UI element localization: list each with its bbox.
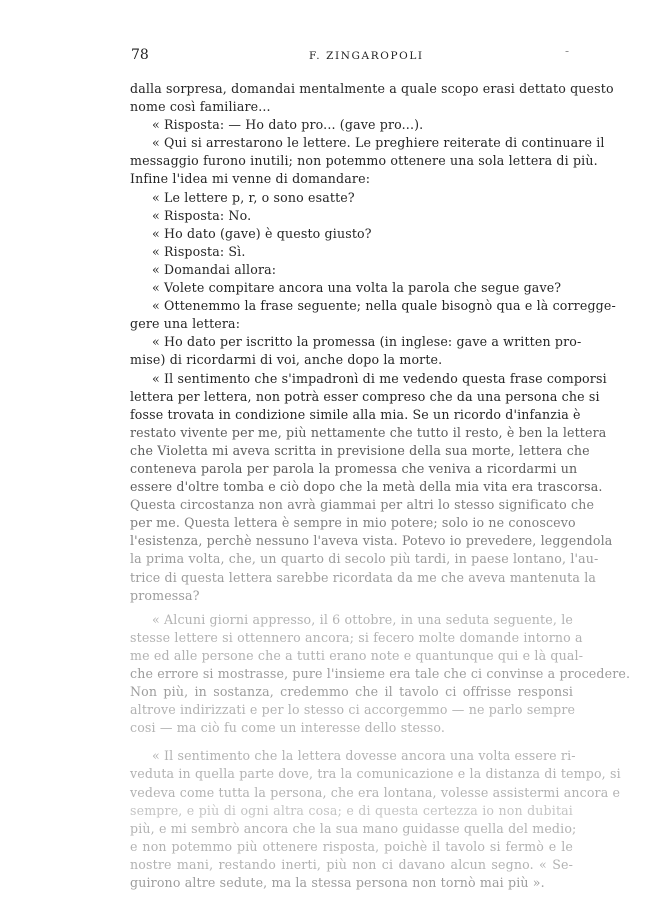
text-line: « Qui si arrestarono le lettere. Le preghiere reiterate di continuare il [152, 135, 605, 151]
text-line: e non potemmo più ottenere risposta, poichè il tavolo si fermò e le [130, 838, 573, 854]
text-line: « Domandai allora: [152, 261, 277, 277]
text-line: « Volete compitare ancora una volta la parola che segue gave? [152, 280, 562, 296]
running-head: F. ZINGAROPOLI [309, 50, 424, 62]
text-line: Questa circostanza non avrà giammai per altri lo stesso significato che [130, 497, 595, 513]
text-line: altrove indirizzati e per lo stesso ci accorgemmo — ne parlo sempre [130, 702, 576, 718]
text-line: Non più, in sostanza, credemmo che il tavolo ci offrisse responsi [130, 684, 573, 700]
header-mark: - [564, 44, 569, 58]
text-line: dalla sorpresa, domandai mentalmente a quale scopo erasi dettato questo [130, 81, 614, 96]
text-line: che errore si mostrasse, pure l'insieme era tale che ci convinse a procedere. [130, 666, 631, 681]
text-line: « Risposta: Sì. [152, 243, 246, 259]
text-line: « Il sentimento che s'impadronì di me vedendo questa frase comporsi [152, 370, 607, 386]
text-line: cosi — ma ciò fu come un interesse dello stesso. [130, 720, 446, 736]
text-line: restato vivente per me, più nettamente che tutto il resto, è ben la lettera [130, 424, 607, 440]
text-line: « Ottenemmo la frase seguente; nella quale bisognò qua e là corregge- [152, 298, 616, 314]
text-line: « Il sentimento che la lettera dovesse ancora una volta essere ri- [152, 748, 576, 764]
text-line: gere una lettera: [130, 316, 241, 332]
text-line: guirono altre sedute, ma la stessa persona non tornò mai più ». [130, 875, 545, 891]
text-line: la prima volta, che, un quarto di secolo più tardi, in paese lontano, l'au- [130, 551, 599, 567]
text-line: promessa? [130, 587, 200, 603]
text-line: nome così familiare... [130, 99, 271, 115]
text-line: messaggio furono inutili; non potemmo ottenere una sola lettera di più. [130, 153, 598, 169]
text-line: più, e mi sembrò ancora che la sua mano guidasse quella del medio; [130, 820, 577, 836]
page-header [121, 44, 571, 67]
paragraph-gap [130, 737, 573, 747]
text-line: Infine l'idea mi venne di domandare: [130, 171, 371, 187]
text-line: « Ho dato (gave) è questo giusto? [152, 225, 372, 241]
text-line: nostre mani, restando inerti, più non ci davano alcun segno. « Se- [130, 856, 573, 872]
text-line: « Risposta: No. [152, 207, 252, 223]
text-line: « Le lettere p, r, o sono esatte? [152, 189, 355, 205]
text-line: vedeva come tutta la persona, che era lontana, volesse assistermi ancora e [130, 784, 621, 800]
text-line: l'esistenza, perchè nessuno l'aveva vista. Potevo io prevedere, leggendola [130, 533, 613, 549]
text-line: stesse lettere si ottennero ancora; si fecero molte domande intorno a [130, 629, 583, 645]
text-line: sempre, e più di ogni altra cosa; e di questa certezza io non dubitai [130, 802, 573, 818]
body-text [130, 80, 631, 892]
text-line: mise) di ricordarmi di voi, anche dopo la morte. [130, 352, 443, 368]
text-line: me ed alle persone che a tutti erano note e quantunque qui e là qual- [130, 647, 584, 663]
text-line: fosse trovata in condizione simile alla mia. Se un ricordo d'infanzia è [130, 406, 581, 422]
text-line: « Alcuni giorni appresso, il 6 ottobre, in una seduta seguente, le [152, 611, 573, 627]
text-line: conteneva parola per parola la promessa che veniva a ricordarmi un [130, 460, 578, 476]
text-line: « Ho dato per iscritto la promessa (in inglese: gave a written pro- [152, 334, 582, 350]
text-line: veduta in quella parte dove, tra la comunicazione e la distanza di tempo, si [130, 766, 621, 782]
text-line: che Violetta mi aveva scritta in previsione della sua morte, lettera che [130, 442, 590, 458]
text-line: trice di questa lettera sarebbe ricordata da me che aveva mantenuta la [130, 569, 597, 585]
text-line: « Risposta: — Ho dato pro... (gave pro...). [152, 117, 424, 133]
text-line: lettera per lettera, non potrà esser compreso che da una persona che si [130, 388, 600, 404]
text-line: per me. Questa lettera è sempre in mio potere; solo io ne conoscevo [130, 515, 576, 531]
text-line: essere d'oltre tomba e ciò dopo che la metà della mia vita era trascorsa. [130, 479, 603, 495]
page-number: 78 [131, 47, 149, 63]
